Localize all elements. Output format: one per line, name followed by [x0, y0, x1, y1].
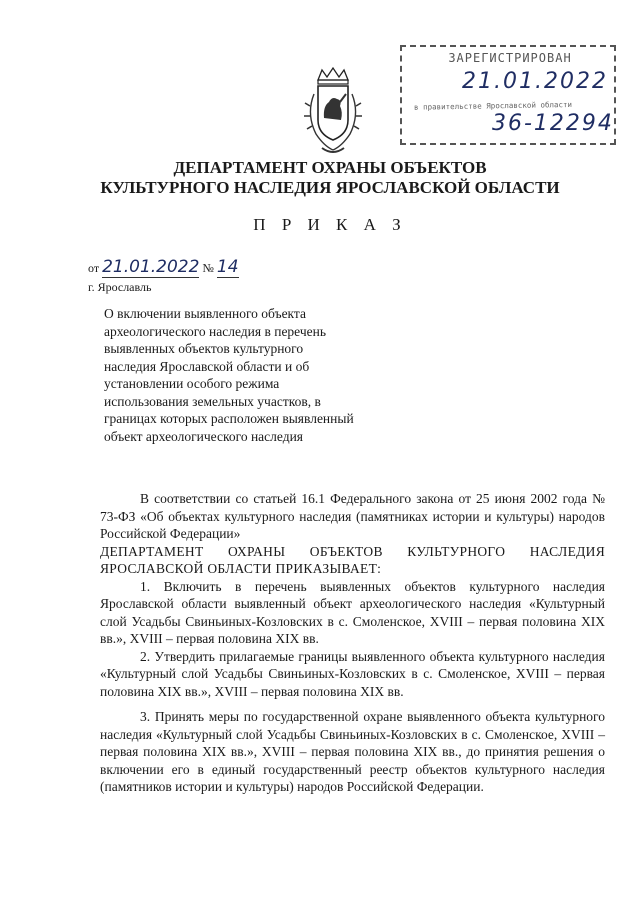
- stamp-number: 36-12294: [492, 111, 614, 136]
- order-item-3: 3. Принять меры по государственной охране выявленного объекта культурного наследия «Культурный слой Усадьбы Свиньиных-Козловских в с. Смоленское, XVIII – первая половина XIX вв.», XVIII – первая половина XIX вв., до принятия решения о включении его в единый государственный реестр объектов культурного наследия (памятников истории и культуры) народов Российской Федерации.: [100, 709, 605, 794]
- order-number: 14: [216, 257, 239, 277]
- stamp-title: ЗАРЕГИСТРИРОВАН: [448, 51, 572, 65]
- order-subject: О включении выявленного объекта археологического наследия в перечень выявленных объектов культурного наследия Ярославской области и об установлении особого режима использования земельных участков, в границах которых расположен выявленный объект археологического наследия: [104, 306, 354, 444]
- stamp-date: 21.01.2022: [462, 69, 608, 94]
- order-date-line: [88, 258, 239, 278]
- order-item-2: 2. Утвердить прилагаемые границы выявленного объекта культурного наследия «Культурный слой Усадьбы Свиньиных-Козловских в с. Смоленское, XVIII – первая половина XIX вв.», XVIII – первая половина XIX вв.: [100, 648, 605, 699]
- order-item-1: 1. Включить в перечень выявленных объектов культурного наследия Ярославской области выявленный объект археологического наследия «Культурный слой Усадьбы Свиньиных-Козловских в с. Смоленское, XVIII – первая половина XIX вв.», XVIII – первая половина XIX вв.: [100, 578, 605, 646]
- order-body: [100, 490, 605, 796]
- registration-stamp: [400, 45, 616, 145]
- department-name-line2: КУЛЬТУРНОГО НАСЛЕДИЯ ЯРОСЛАВСКОЙ ОБЛАСТИ: [100, 178, 560, 197]
- order-date: 21.01.2022: [102, 257, 200, 277]
- from-label: от: [88, 261, 100, 275]
- orders-statement: ДЕПАРТАМЕНТ ОХРАНЫ ОБЪЕКТОВ КУЛЬТУРНОГО НАСЛЕДИЯ ЯРОСЛАВСКОЙ ОБЛАСТИ ПРИКАЗЫВАЕТ:: [100, 543, 605, 576]
- department-name: [80, 158, 580, 198]
- preamble: В соответствии со статьей 16.1 Федерального закона от 25 июня 2002 года № 73-ФЗ «Об объектах культурного наследия (памятниках истории и культуры) народов Российской Федерации»: [100, 491, 605, 541]
- number-label: №: [202, 261, 214, 275]
- stamp-note: в правительстве Ярославской области: [413, 99, 573, 112]
- city: г. Ярославль: [88, 280, 152, 294]
- order-title: П Р И К А З: [253, 215, 407, 234]
- department-name-line1: ДЕПАРТАМЕНТ ОХРАНЫ ОБЪЕКТОВ: [173, 158, 487, 177]
- coat-of-arms-icon: [296, 66, 370, 158]
